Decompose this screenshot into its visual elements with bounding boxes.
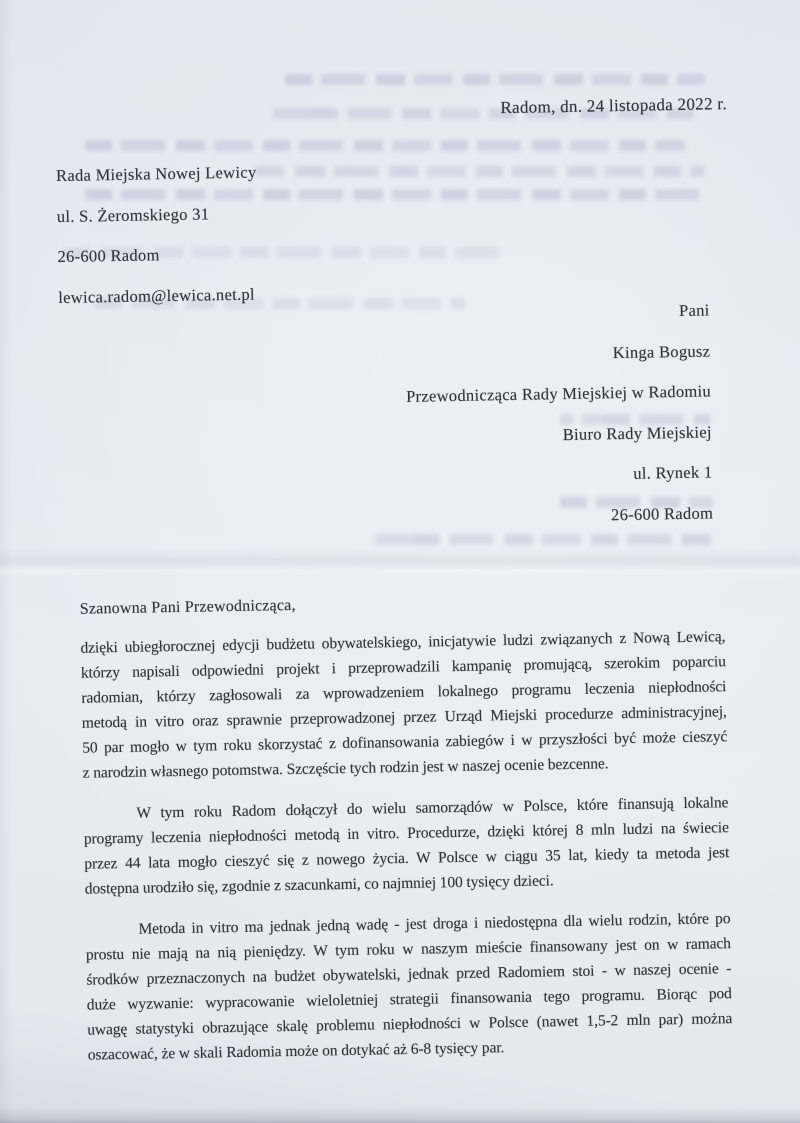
body-line: radomian, którzy zagłosowali za wprowadzeniem lokalnego programu leczenia niepłodności [81,678,727,707]
sender-email: lewica.radom@lewica.net.pl [58,284,256,307]
body-line: Metoda in vitro ma jednak jedną wadę - jest droga i niedostępna dla wielu rodzin, które po [138,910,731,938]
paragraph-2 [83,790,730,901]
body-line: przez 44 lata mogło cieszyć się z nowego życia. W Polsce w ciągu 35 lat, kiedy ta metoda jest [84,844,730,873]
body-line: uwagę statystyki obrazujące skalę problemu niepłodności w Polsce (nawet 1,5-2 mln par) można [87,1010,733,1039]
recipient-honorific: Pani [678,300,710,320]
body-line: W tym roku Radom dołączył do wielu samorządów w Polsce, które finansują lokalne [136,794,729,822]
body-line: 50 par mogło w tym roku skorzystać z dofinansowania zabiegów i w przyszłości być może cieszyć [82,728,728,757]
body-line: oszacować, że w skali Radomia może on dotykać aż 6-8 tysięcy par. [87,1039,505,1064]
body-line: prostu nie mają na nią pieniędzy. W tym roku w naszym mieście finansowany jest on w ramach [85,935,732,964]
salutation: Szanowna Pani Przewodnicząca, [79,596,296,618]
body-line: dzięki ubiegłorocznej edycji budżetu obywatelskiego, inicjatywie ludzi związanych z Nową Lewicą, [80,628,726,657]
recipient-office: Biuro Rady Miejskiej [562,421,712,444]
body-line: programy leczenia niepłodności metodą in vitro. Procedurze, dzięki której 8 mln ludzi na świecie [83,819,729,848]
body-line: z narodzin własnego potomstwa. Szczęście tych rodzin jest w naszej ocenie bezcenne. [82,755,609,782]
body-line: środków przeznaczonych na budżet obywatelski, jednak przed Radomiem stoi - w naszej ocenie - [86,960,732,989]
paragraph-3 [85,906,733,1067]
recipient-city: 26-600 Radom [610,502,714,524]
sender-city: 26-600 Radom [57,245,160,267]
recipient-street: ul. Rynek 1 [633,462,713,483]
body-line: duże wyzwanie: wypracowanie wieloletniej strategii finansowania tego programu. Biorąc pod [86,985,732,1014]
body-line: dostępna urodziło się, zgodnie z szacunkami, co najmniej 100 tysięcy dzieci. [84,872,554,898]
body-line: którzy napisali odpowiedni projekt i przeprowadzili kampanię promującą, szerokim poparciu [80,653,726,682]
letter-body [80,624,733,1067]
letter-date: Radom, dn. 24 listopada 2022 r. [500,94,728,118]
recipient-address-block [404,290,713,538]
recipient-name: Kinga Bogusz [612,340,711,362]
recipient-title: Przewodnicząca Rady Miejskiej w Radomiu [405,381,712,406]
sender-street: ul. S. Żeromskiego 31 [56,203,210,226]
paragraph-1 [80,624,728,785]
body-line: metodą in vitro oraz sprawnie przeprowadzonej przez Urząd Miejski procedurze administracyjnej, [81,703,727,732]
sender-organization: Rada Miejska Nowej Lewicy [55,162,257,186]
sender-address-block [56,152,259,318]
